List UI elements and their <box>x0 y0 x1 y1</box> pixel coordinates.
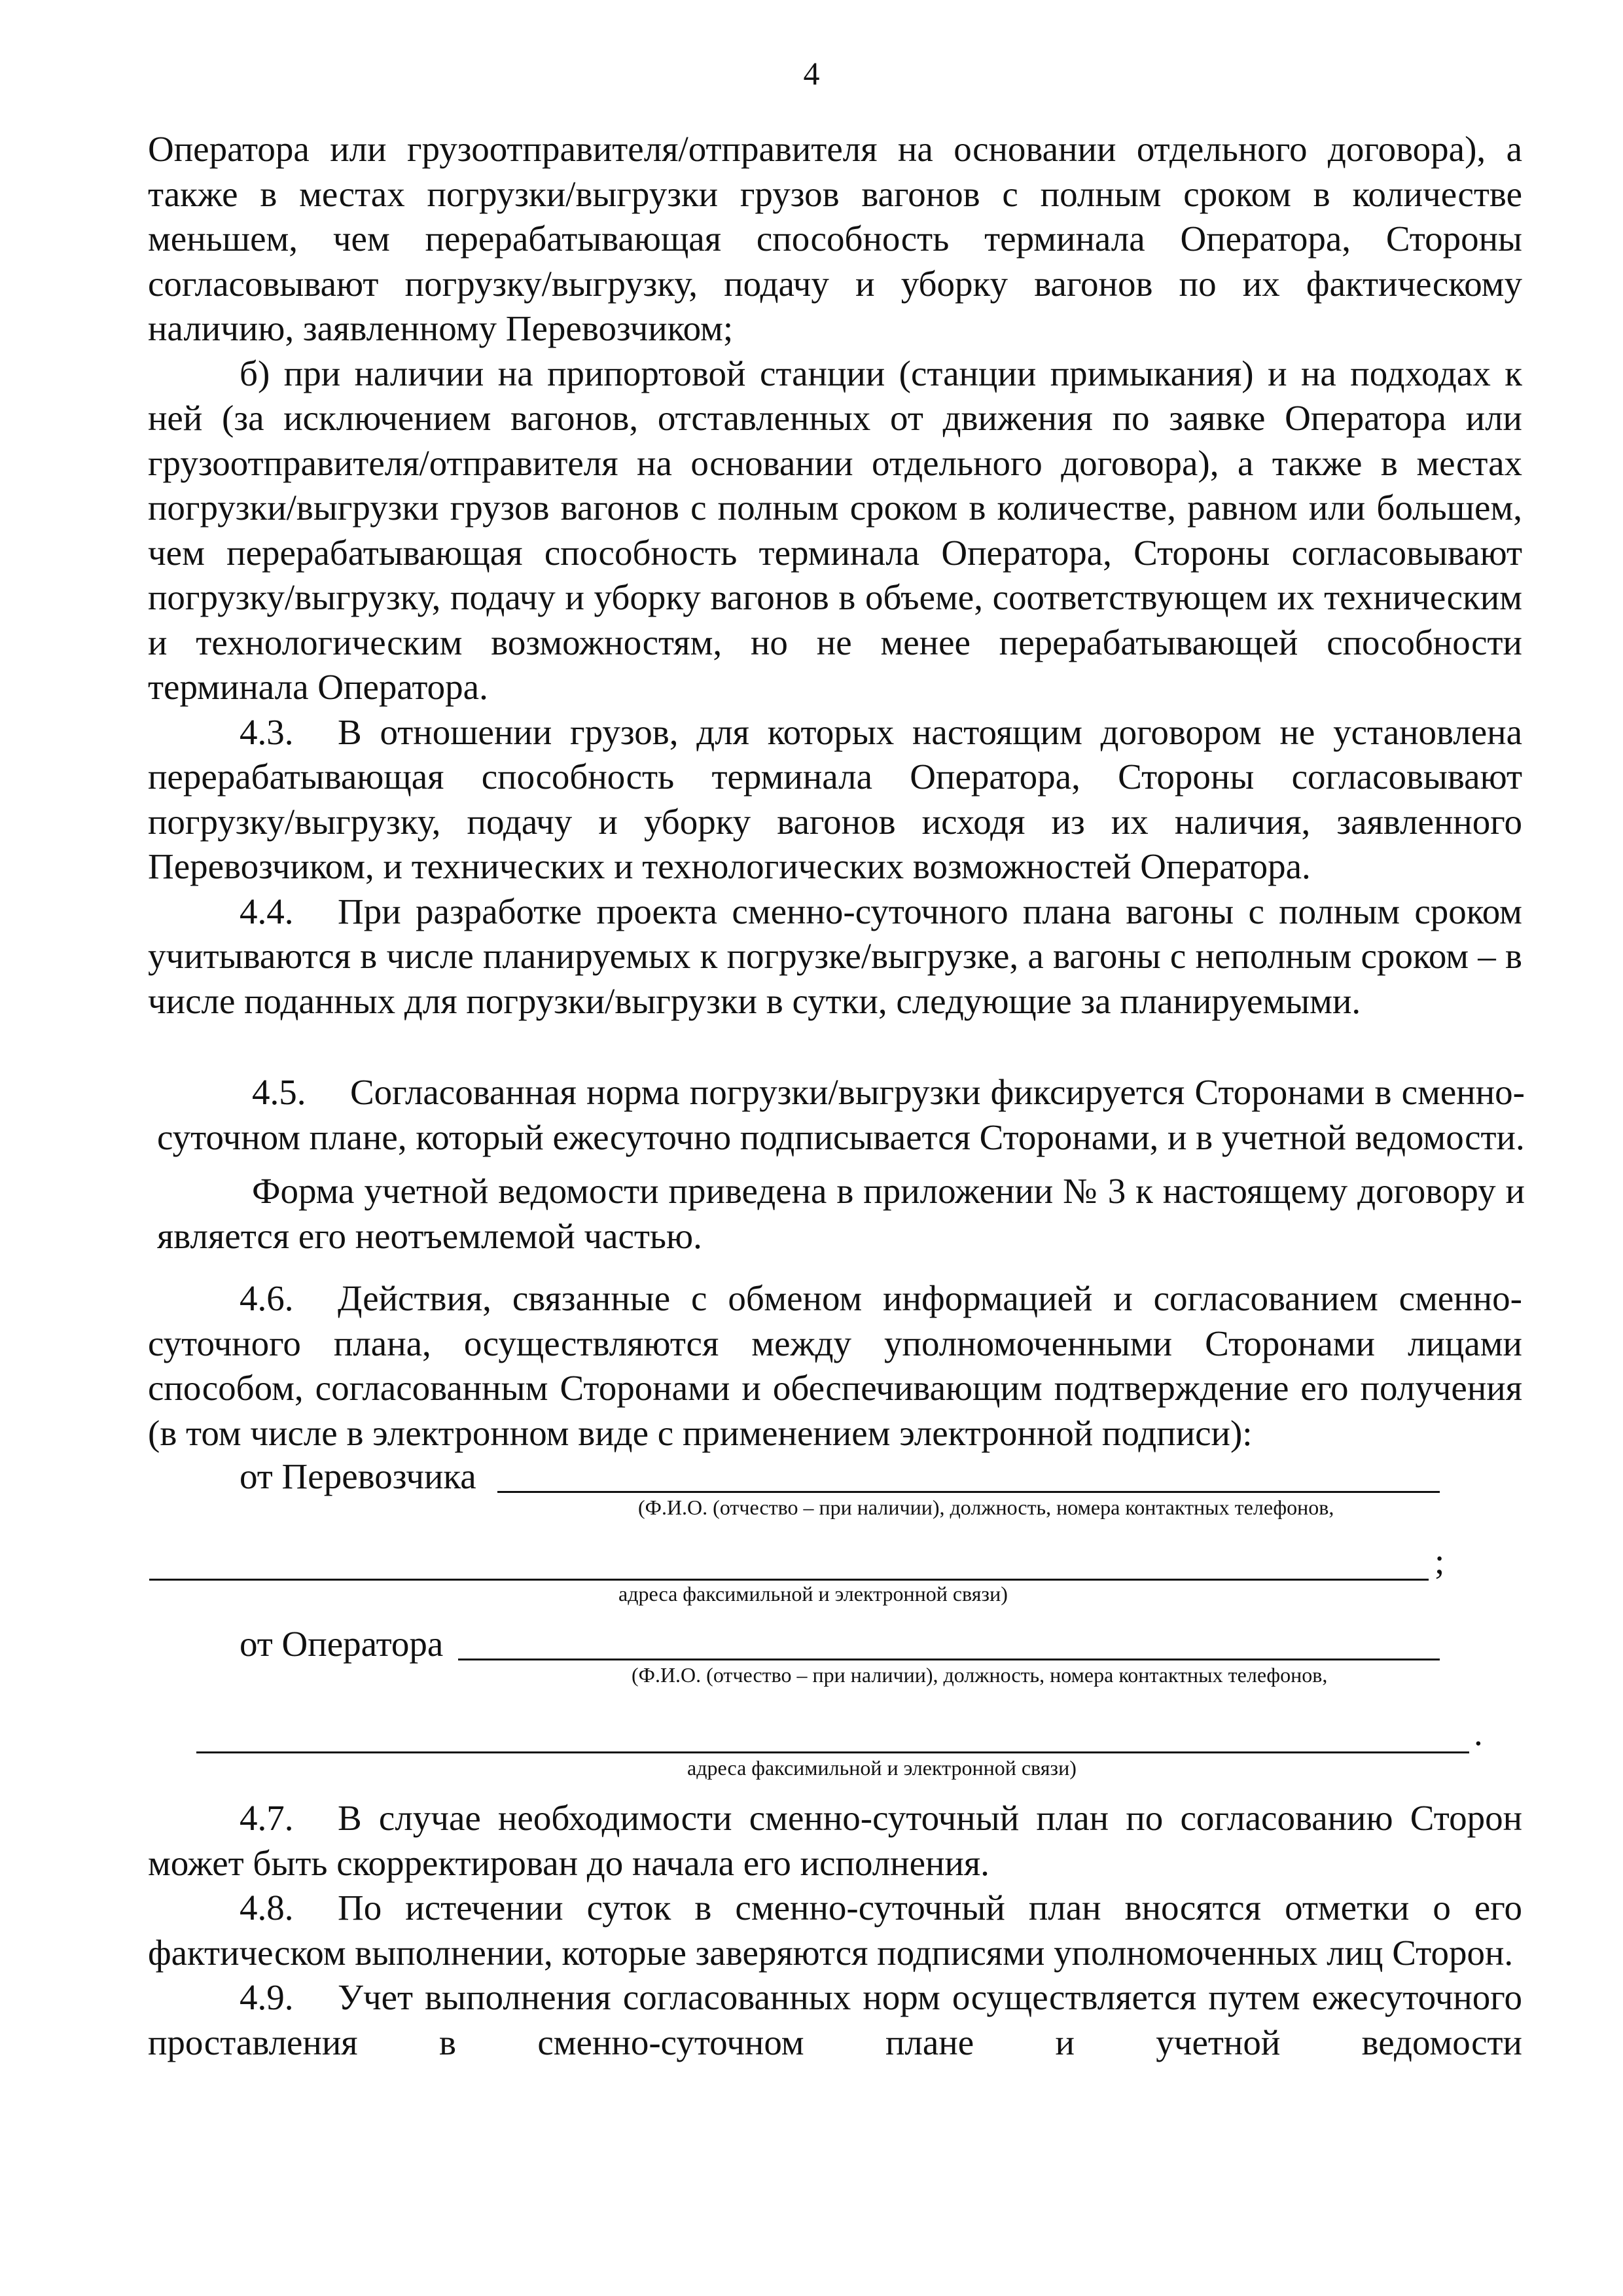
section-4-4 <box>148 889 1522 1024</box>
body-text-upper <box>148 127 1522 1024</box>
section-4-5 <box>157 1070 1525 1160</box>
body-text-4-5 <box>157 1070 1525 1259</box>
section-number: 4.5. <box>252 1072 306 1112</box>
operator-caption-name: (Ф.И.О. (отчество – при наличии), должность, номера контактных телефонов, <box>632 1663 1328 1687</box>
section-4-3 <box>148 710 1522 889</box>
carrier-caption-name: (Ф.И.О. (отчество – при наличии), должность, номера контактных телефонов, <box>638 1496 1334 1519</box>
section-text: Согласованная норма погрузки/выгрузки фиксируется Сторонами в сменно-суточном плане, который ежесуточно подписывается Сторонами, и в учетной ведомости. <box>157 1072 1525 1157</box>
section-text: Действия, связанные с обменом информацией и согласованием сменно-суточного плана, осуществляются между уполномоченными Сторонами лицами способом, согласованным Сторонами и обеспечивающим подтверждение его получения (в том числе в электронном виде с применением электронной подписи): <box>148 1278 1522 1453</box>
section-text: В случае необходимости сменно-суточный план по согласованию Сторон может быть скорректирован до начала его исполнения. <box>148 1798 1522 1883</box>
carrier-caption-address: адреса факсимильной и электронной связи) <box>618 1582 1008 1605</box>
operator-end-mark: . <box>1474 1713 1483 1753</box>
body-text-lower <box>148 1796 1522 2065</box>
section-number: 4.8. <box>240 1888 294 1928</box>
section-4-8 <box>148 1886 1522 1975</box>
section-number: 4.7. <box>240 1798 294 1838</box>
paragraph-continuation: Оператора или грузоотправителя/отправителя на основании отдельного договора), а также в местах погрузки/выгрузки грузов вагонов с полным сроком в количестве меньшем, чем перерабатывающая способность терминала Оператора, Стороны согласовывают погрузку/выгрузку, подачу и уборку вагонов по их фактическому наличию, заявленному Перевозчиком; <box>148 129 1522 348</box>
section-4-6 <box>148 1276 1522 1456</box>
section-text: При разработке проекта сменно-суточного плана вагоны с полным сроком учитываются в числе планируемых к погрузке/выгрузке, а вагоны с неполным сроком – в числе поданных для погрузки/выгрузки в сутки, следующие за планируемыми. <box>148 891 1522 1021</box>
section-4-5-form-note: Форма учетной ведомости приведена в приложении № 3 к настоящему договору и является его неотъемлемой частью. <box>157 1171 1525 1256</box>
operator-label: от Оператора <box>240 1624 444 1664</box>
operator-address-line[interactable] <box>196 1751 1469 1753</box>
section-text: По истечении суток в сменно-суточный план вносятся отметки о его фактическом выполнении, которые заверяются подписями уполномоченных лиц Сторон. <box>148 1888 1522 1973</box>
section-number: 4.4. <box>240 891 294 931</box>
carrier-label: от Перевозчика <box>240 1456 476 1496</box>
operator-name-line[interactable] <box>458 1659 1440 1660</box>
section-number: 4.3. <box>240 711 294 752</box>
section-number: 4.9. <box>240 1977 294 2017</box>
carrier-name-line[interactable] <box>497 1491 1440 1493</box>
page-number: 4 <box>803 55 820 92</box>
section-4-7 <box>148 1796 1522 1886</box>
paragraph-item-b: б) при наличии на припортовой станции (станции примыкания) и на подходах к ней (за исключением вагонов, отставленных от движения по заявке Оператора или грузоотправителя/отправителя на основании отдельного договора), а также в местах погрузки/выгрузки грузов вагонов с полным сроком в количестве, равном или большем, чем перерабатывающая способность терминала Оператора, Стороны согласовывают погрузку/выгрузку, подачу и уборку вагонов в объеме, соответствующем их техническим и технологическим возможностям, но не менее перерабатывающей способности терминала Оператора. <box>148 353 1522 707</box>
body-text-4-6 <box>148 1276 1522 1456</box>
section-text: В отношении грузов, для которых настоящим договором не установлена перерабатывающая способность терминала Оператора, Стороны согласовывают погрузку/выгрузку, подачу и уборку вагонов исходя из их наличия, заявленного Перевозчиком, и технических и технологических возможностей Оператора. <box>148 711 1522 886</box>
section-4-9 <box>148 1975 1522 2065</box>
carrier-end-mark: ; <box>1435 1541 1445 1581</box>
operator-caption-address: адреса факсимильной и электронной связи) <box>687 1756 1077 1780</box>
section-text: Учет выполнения согласованных норм осуществляется путем ежесуточного проставления в сменно-суточном плане и учетной ведомости <box>148 1977 1522 2062</box>
carrier-address-line[interactable] <box>149 1579 1429 1581</box>
section-number: 4.6. <box>240 1278 294 1318</box>
